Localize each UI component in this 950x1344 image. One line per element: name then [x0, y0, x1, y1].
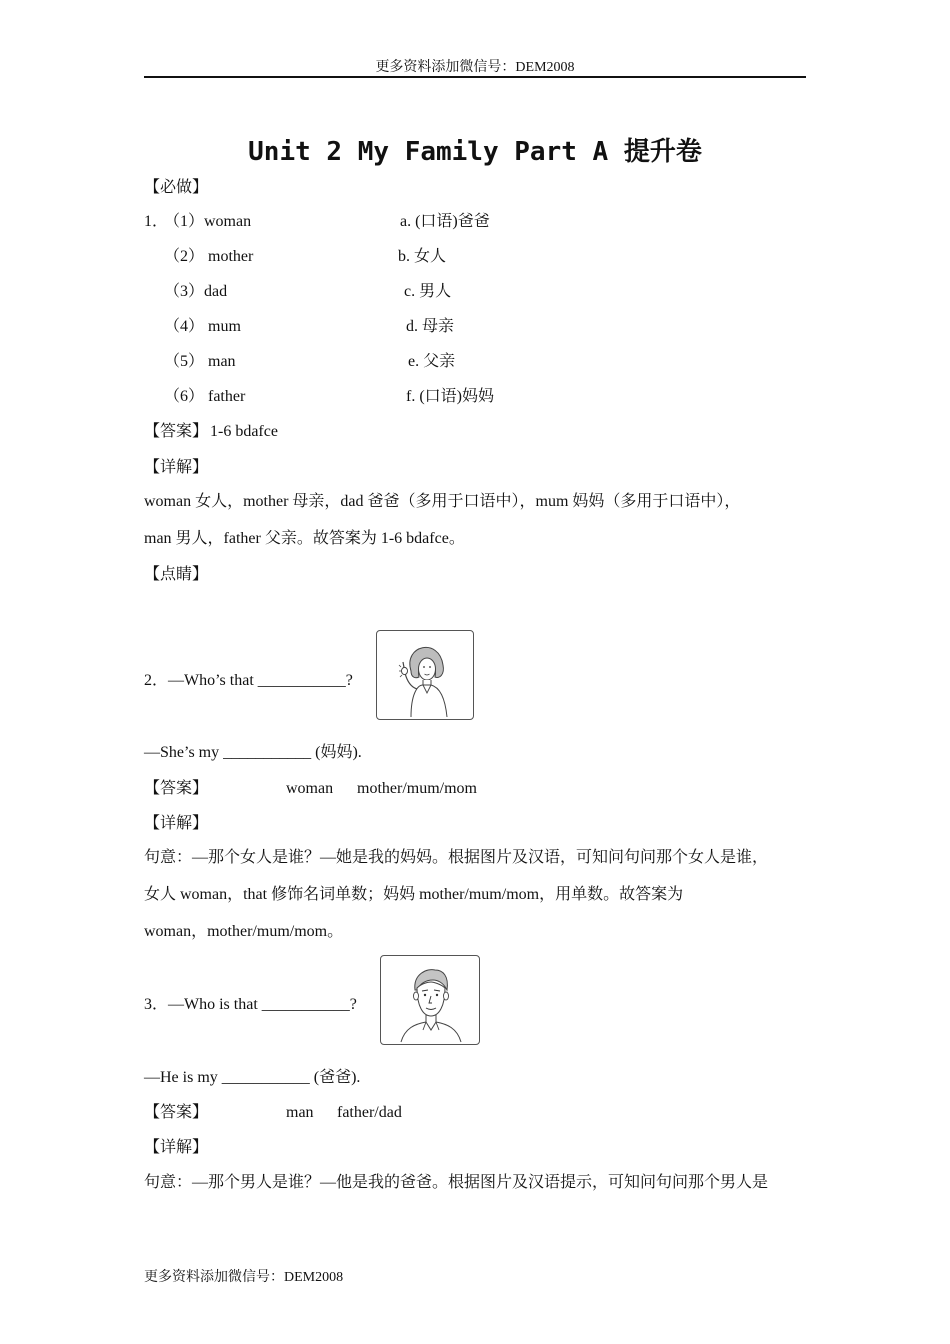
q2-question: 2．—Who’s that ___________? — [144, 672, 353, 689]
q3-reply: —He is my ___________ (爸爸). — [144, 1069, 361, 1086]
q3-answer-2: father/dad — [337, 1104, 402, 1121]
page-title: Unit 2 My Family Part A 提升卷 — [248, 137, 702, 167]
q3-answer-tag: 【答案】 — [144, 1104, 209, 1121]
q1-item-5-label: （5） man — [164, 353, 236, 370]
q1-item-4-option: d. 母亲 — [406, 318, 455, 335]
q1-item-3-label: （3）dad — [164, 283, 228, 300]
page-footer: 更多资料添加微信号：DEM2008 — [144, 1270, 344, 1285]
q1-item-6-option: f. (口语)妈妈 — [406, 388, 494, 405]
q1-item-6-label: （6） father — [164, 388, 246, 405]
q1-item-3-option: c. 男人 — [404, 283, 452, 300]
page-header: 更多资料添加微信号：DEM2008 — [375, 60, 575, 75]
q2-answer-2: mother/mum/mom — [357, 780, 477, 797]
q1-item-2-option: b. 女人 — [398, 248, 447, 265]
q1-answer-tag: 【答案】 — [144, 423, 209, 440]
q3-question: 3．—Who is that ___________? — [144, 996, 357, 1013]
q3-explain-tag: 【详解】 — [144, 1139, 209, 1156]
q1-explain-line-1: woman 女人，mother 母亲，dad 爸爸（多用于口语中），mum 妈妈（多用于口语中）， — [144, 493, 741, 510]
q1-tip-tag: 【点睛】 — [144, 566, 209, 583]
q2-reply: —She’s my ___________ (妈妈). — [144, 744, 362, 761]
q1-item-1-label: （1）woman — [164, 213, 252, 230]
q2-explain-line-3: woman，mother/mum/mom。 — [144, 923, 344, 940]
q1-item-5-option: e. 父亲 — [408, 353, 456, 370]
q1-answer: 1-6 bdafce — [210, 423, 278, 440]
section-required-tag: 【必做】 — [144, 179, 209, 196]
header-divider — [144, 76, 806, 78]
q3-answer-1: man — [286, 1104, 314, 1121]
q3-explain-line-1: 句意：—那个男人是谁？—他是我的爸爸。根据图片及汉语提示，可知问句问那个男人是 — [144, 1174, 769, 1191]
q1-explain-line-2: man 男人，father 父亲。故答案为 1-6 bdafce。 — [144, 530, 465, 547]
q2-explain-tag: 【详解】 — [144, 815, 209, 832]
q2-explain-line-2: 女人 woman，that 修饰名词单数；妈妈 mother/mum/mom，用单数。故答案为 — [144, 886, 684, 903]
q1-item-2-label: （2） mother — [164, 248, 254, 265]
man-portrait-icon — [380, 955, 480, 1045]
q1-item-4-label: （4） mum — [164, 318, 241, 335]
q2-answer-tag: 【答案】 — [144, 780, 209, 797]
q1-explain-tag: 【详解】 — [144, 459, 209, 476]
q2-explain-line-1: 句意：—那个女人是谁？—她是我的妈妈。根据图片及汉语，可知问句问那个女人是谁， — [144, 849, 769, 866]
q1-item-1-option: a. (口语)爸爸 — [400, 213, 490, 230]
woman-pointing-icon — [376, 630, 474, 720]
q2-answer-1: woman — [286, 780, 334, 797]
q1-number: 1． — [144, 213, 169, 230]
